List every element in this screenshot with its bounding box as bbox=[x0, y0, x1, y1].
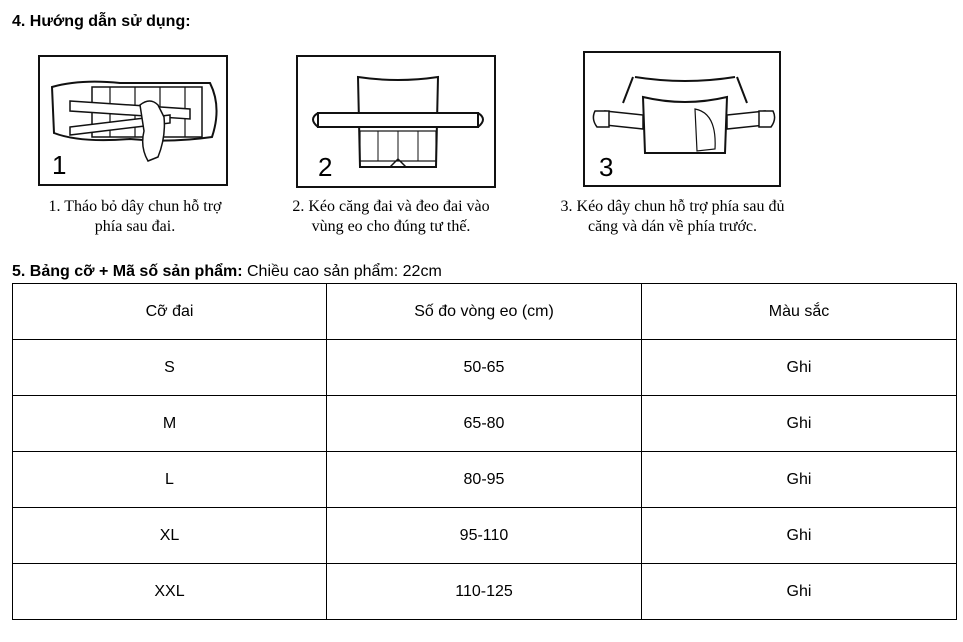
section-5-heading: 5. Bảng cỡ + Mã số sản phẩm: Chiều cao sản phẩm: 22cm bbox=[12, 263, 442, 280]
step-1-number: 1 bbox=[52, 150, 67, 180]
cell-waist: 65-80 bbox=[327, 396, 642, 452]
table-row bbox=[13, 564, 957, 620]
table-header-row bbox=[13, 284, 957, 340]
header-color: Màu sắc bbox=[642, 284, 957, 340]
table-row bbox=[13, 396, 957, 452]
cell-waist: 110-125 bbox=[327, 564, 642, 620]
cell-color: Ghi bbox=[642, 564, 957, 620]
cell-size: M bbox=[13, 396, 327, 452]
belt-fasten-illustration bbox=[585, 53, 781, 187]
step-1-caption: 1. Tháo bỏ dây chun hỗ trợ phía sau đai. bbox=[48, 198, 222, 235]
cell-waist: 50-65 bbox=[327, 340, 642, 396]
step-2-caption: 2. Kéo căng đai và đeo đai vào vùng eo cho đúng tư thế. bbox=[292, 198, 490, 235]
cell-color: Ghi bbox=[642, 396, 957, 452]
table-row bbox=[13, 340, 957, 396]
cell-waist: 80-95 bbox=[327, 452, 642, 508]
size-table bbox=[12, 283, 957, 620]
step-2-number: 2 bbox=[318, 152, 333, 182]
cell-size: L bbox=[13, 452, 327, 508]
step-3-caption: 3. Kéo dây chun hỗ trợ phía sau đủ căng và dán về phía trước. bbox=[560, 198, 785, 235]
belt-unstrap-illustration bbox=[40, 57, 228, 186]
cell-size: S bbox=[13, 340, 327, 396]
cell-waist: 95-110 bbox=[327, 508, 642, 564]
header-waist: Số đo vòng eo (cm) bbox=[327, 284, 642, 340]
step-3-number: 3 bbox=[599, 152, 614, 182]
table-row bbox=[13, 508, 957, 564]
cell-color: Ghi bbox=[642, 508, 957, 564]
cell-size: XL bbox=[13, 508, 327, 564]
cell-color: Ghi bbox=[642, 340, 957, 396]
table-row bbox=[13, 452, 957, 508]
step-1-frame bbox=[38, 55, 228, 186]
section-4-heading: 4. Hướng dẫn sử dụng: bbox=[12, 13, 191, 30]
cell-color: Ghi bbox=[642, 452, 957, 508]
header-size: Cỡ đai bbox=[13, 284, 327, 340]
cell-size: XXL bbox=[13, 564, 327, 620]
